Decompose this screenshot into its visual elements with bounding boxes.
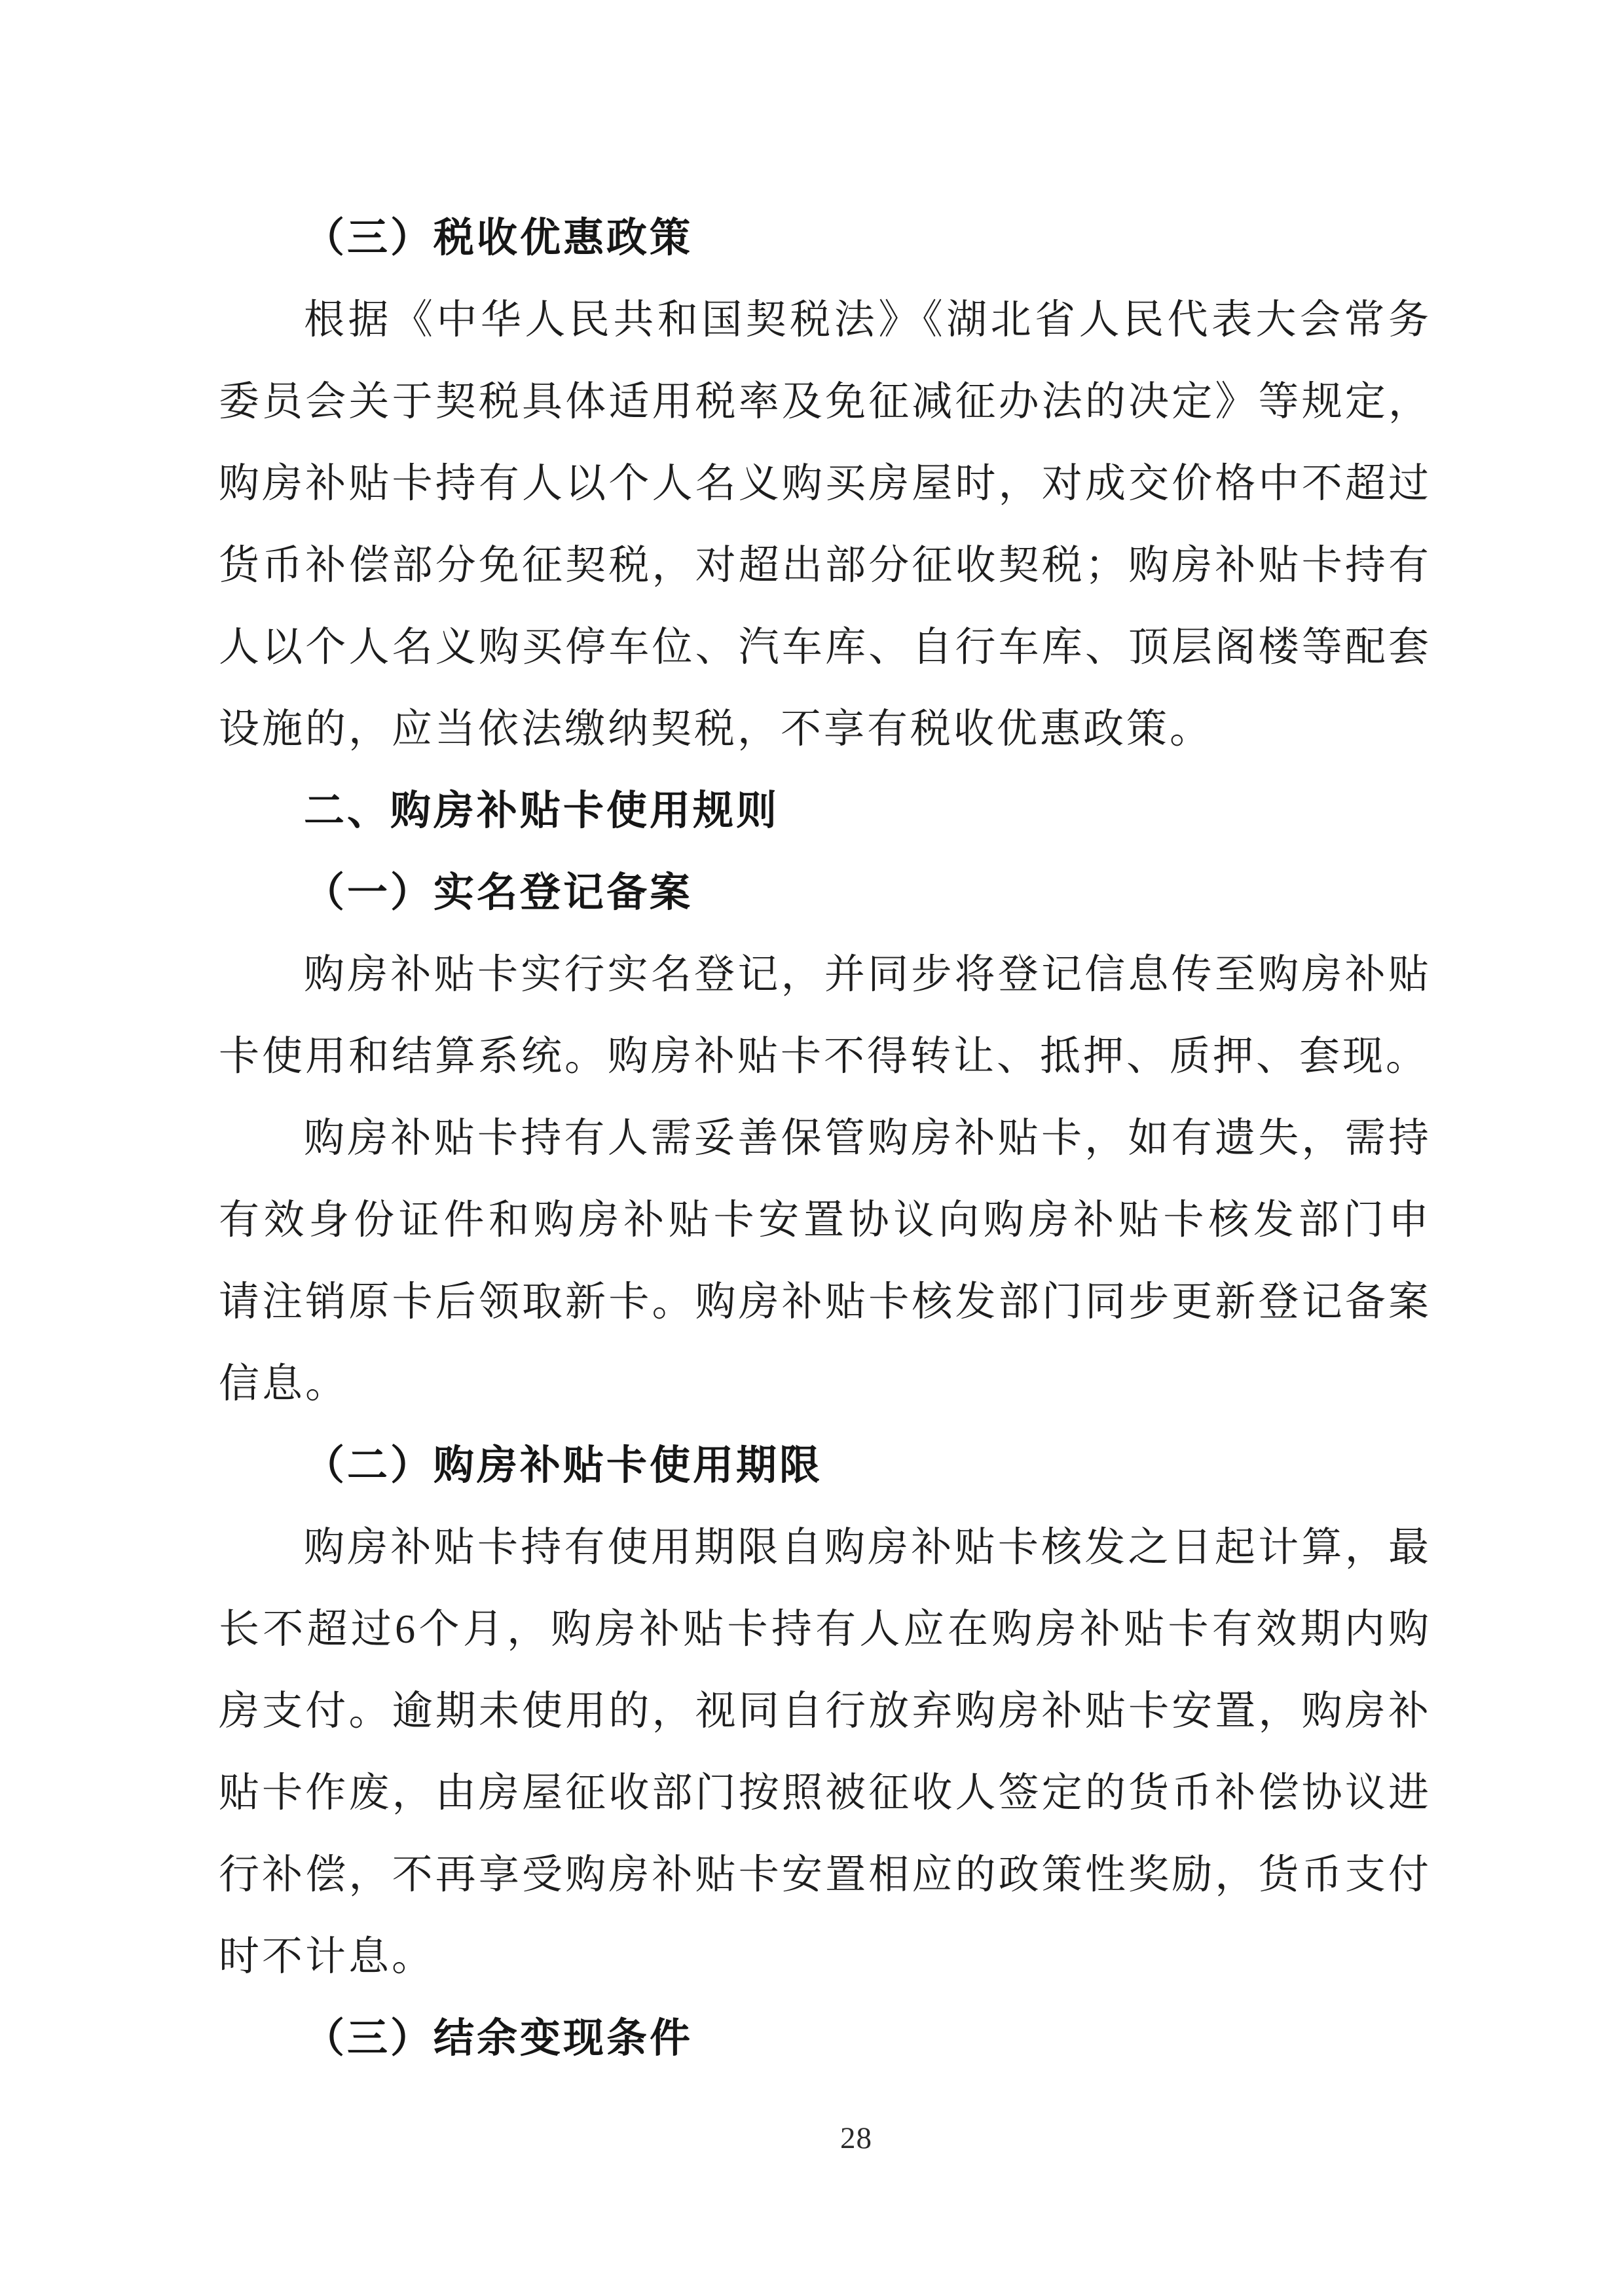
paragraph-line: 购房补贴卡持有使用期限自购房补贴卡核发之日起计算，最 <box>304 1525 1431 1570</box>
section-heading: （二）购房补贴卡使用期限 <box>304 1444 823 1488</box>
paragraph-line: 委员会关于契税具体适用税率及免征减征办法的决定》等规定， <box>219 380 1431 424</box>
paragraph-line: 购房补贴卡持有人需妥善保管购房补贴卡，如有遗失，需持 <box>304 1116 1431 1161</box>
paragraph-line: 时不计息。 <box>219 1935 435 1979</box>
paragraph-line: 贴卡作废，由房屋征收部门按照被征收人签定的货币补偿协议进 <box>219 1771 1431 1815</box>
document-body <box>219 198 1431 2080</box>
paragraph-line: 根据《中华人民共和国契税法》《湖北省人民代表大会常务 <box>304 298 1431 342</box>
paragraph-line: 购房补贴卡实行实名登记，并同步将登记信息传至购房补贴 <box>304 953 1431 997</box>
paragraph-line: 房支付。逾期未使用的，视同自行放弃购房补贴卡安置，购房补 <box>219 1689 1431 1734</box>
section-heading: （三）税收优惠政策 <box>304 216 693 261</box>
paragraph-line: 信息。 <box>219 1362 349 1406</box>
page-number: 28 <box>840 2121 872 2155</box>
section-heading: （三）结余变现条件 <box>304 2016 693 2061</box>
paragraph-line: 行补偿，不再享受购房补贴卡安置相应的政策性奖励，货币支付 <box>219 1853 1431 1897</box>
paragraph-line: 长不超过6个月，购房补贴卡持有人应在购房补贴卡有效期内购 <box>219 1607 1431 1652</box>
paragraph-line: 货币补偿部分免征契税，对超出部分征收契税；购房补贴卡持有 <box>219 543 1431 588</box>
paragraph-line: 卡使用和结算系统。购房补贴卡不得转让、抵押、质押、套现。 <box>219 1034 1430 1079</box>
paragraph-line: 有效身份证件和购房补贴卡安置协议向购房补贴卡核发部门申 <box>219 1198 1431 1243</box>
paragraph-line: 人以个人名义购买停车位、汽车库、自行车库、顶层阁楼等配套 <box>219 625 1431 670</box>
section-heading: 二、购房补贴卡使用规则 <box>304 789 780 833</box>
paragraph-line: 请注销原卡后领取新卡。购房补贴卡核发部门同步更新登记备案 <box>219 1280 1431 1324</box>
section-heading: （一）实名登记备案 <box>304 871 693 915</box>
paragraph-line: 购房补贴卡持有人以个人名义购买房屋时，对成交价格中不超过 <box>219 462 1431 506</box>
paragraph-line: 设施的，应当依法缴纳契税，不享有税收优惠政策。 <box>219 707 1213 752</box>
